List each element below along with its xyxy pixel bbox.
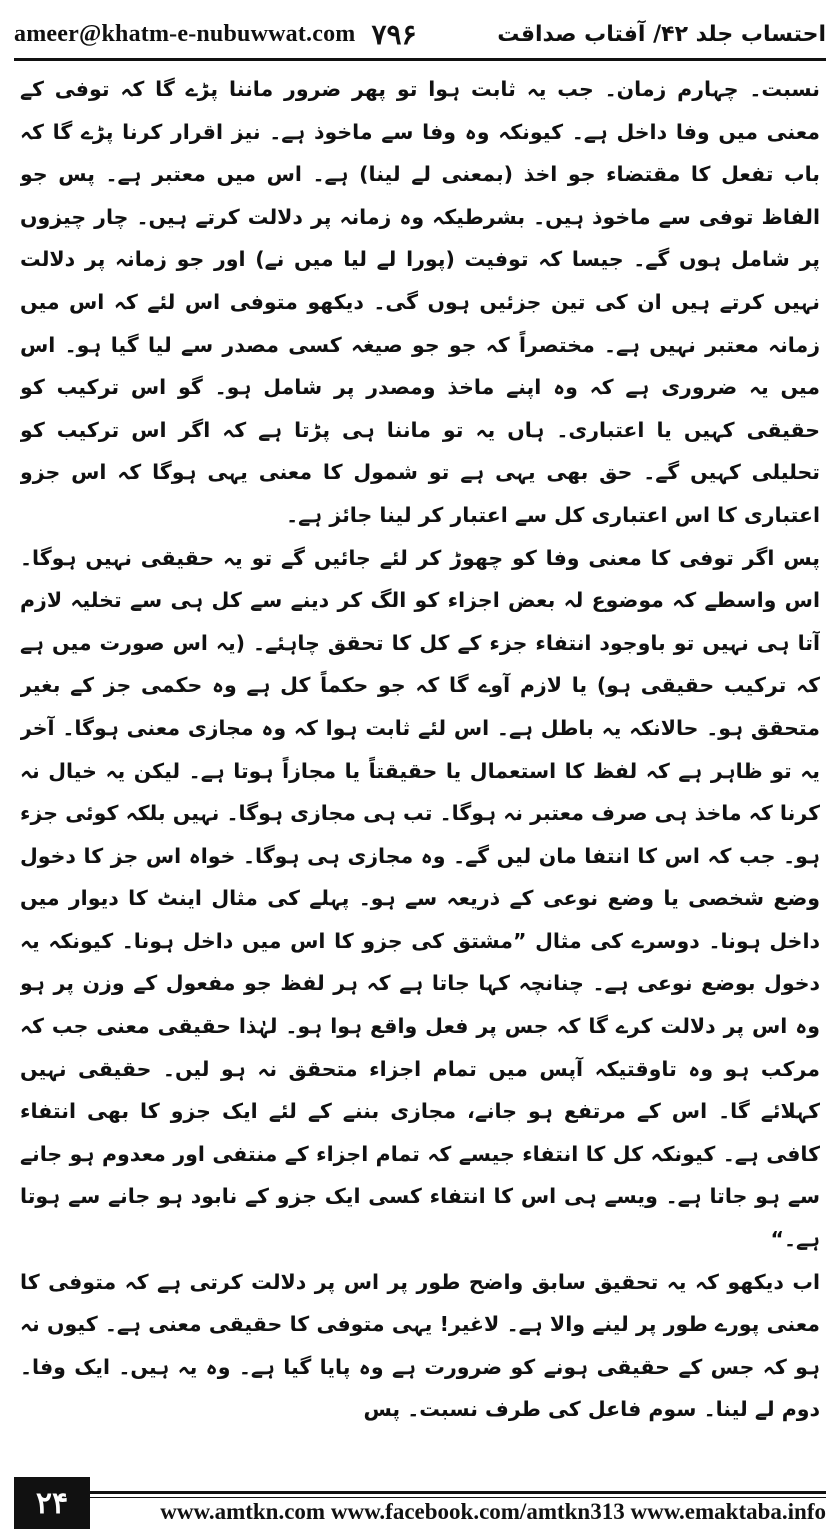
paragraph-1: نسبت۔ چہارم زمان۔ جب یہ ثابت ہوا تو پھر ضرور ماننا پڑے گا کہ توفی کے معنی میں وفا داخل ہے۔ کیونکہ وہ وفا سے ماخوذ ہے۔ نیز اقرار کرنا پڑے گا کہ باب تفعل کا مقتضاء جو اخذ (بمعنی لے لینا) ہے۔ اس میں معتبر ہے۔ پس جو الفاظ توفی سے ماخوذ ہیں۔ بشرطیکہ وہ زمانہ پر دلالت کرتے ہیں۔ چار چیزوں پر شامل ہوں گے۔ جیسا کہ توفیت (پورا لے لیا میں نے) اور جو زمانہ پر دلالت نہیں کرتے ہیں ان کی تین جزئیں ہوں گی۔ دیکھو متوفی اس لئے کہ اس میں زمانہ معتبر نہیں ہے۔ مختصراً کہ جو جو صیغہ کسی مصدر سے لیا گیا ہو۔ اس میں یہ ضروری ہے کہ وہ اپنے ماخذ ومصدر پر شامل ہو۔ گو اس ترکیب کو حقیقی کہیں یا اعتباری۔ ہاں یہ تو ماننا ہی پڑتا ہے کہ اگر اس ترکیب کو تحلیلی کہیں گے۔ حق بھی یہی ہے تو شمول کا معنی یہی ہوگا کہ اس جزو اعتباری کا اس اعتباری کل سے اعتبار کر لینا جائز ہے۔ [20,77,820,527]
header-page-number: ۷۹۶ [371,17,417,51]
footer-rule-thick [14,1491,826,1494]
header-email: ameer@khatm-e-nubuwwat.com [14,20,356,47]
header-rule [14,58,826,61]
footer-urls: www.amtkn.com www.facebook.com/amtkn313 www.emaktaba.info [160,1499,826,1524]
page-body-text [20,68,820,1463]
paragraph-2: پس اگر توفی کا معنی وفا کو چھوڑ کر لئے جائیں گے تو یہ حقیقی نہیں ہوگا۔ اس واسطے کہ موضوع لہ بعض اجزاء کو الگ کر دینے سے کل ہی سے تخلیہ لازم آتا ہی نہیں تو باوجود انتفاء جزء کے کل کا تحقق چاہئے۔ (یہ اس صورت میں ہے کہ ترکیب حقیقی ہو) یا لازم آوے گا کہ جو حکماً کل ہے وہ حکمی جز کے بغیر متحقق ہو۔ حالانکہ یہ باطل ہے۔ اس لئے ثابت ہوا کہ وہ مجازی معنی ہوگا۔ آخر یہ تو ظاہر ہے کہ لفظ کا استعمال یا حقیقتاً یا مجازاً ہوتا ہے۔ لیکن یہ خیال نہ کرنا کہ ماخذ ہی صرف معتبر نہ ہوگا۔ تب ہی مجازی ہوگا۔ نہیں بلکہ کوئی جزء ہو۔ جب کہ اس کا انتفا مان لیں گے۔ وہ مجازی ہی ہوگا۔ خواہ اس جز کا دخول وضع شخصی یا وضع نوعی کے ذریعہ سے ہو۔ پہلے کی مثال اینٹ کا دیوار میں داخل ہونا۔ دوسرے کی مثال ”مشتق کی جزو کا اس میں داخل ہونا۔ کیونکہ یہ دخول بوضع نوعی ہے۔ چنانچہ کہا جاتا ہے کہ ہر لفظ جو مفعول کے وزن پر ہو وہ اس پر دلالت کرے گا کہ جس پر فعل واقع ہوا ہو۔ لہٰذا حقیقی معنی جب کہ مرکب ہو وہ تاوقتیکہ آپس میں تمام اجزاء متحقق نہ ہو لیں۔ حقیقی نہیں کہلائے گا۔ اس کے مرتفع ہو جانے، مجازی بننے کے لئے ایک جزو کا بھی انتفاء کافی ہے۔ کیونکہ کل کا انتفاء جیسے کہ تمام اجزاء کے منتفی اور معدوم ہو جانے سے ہو جاتا ہے۔ ویسے ہی اس کا انتفاء کسی ایک جزو کے نابود ہو جانے سے ہوتا ہے۔“ [20,545,820,1252]
footer-rule-thin [14,1497,826,1498]
header-book-title: احتساب جلد ۴۲/ آفتاب صداقت [497,21,826,47]
page-footer [14,1477,826,1529]
header-left-group [14,18,417,51]
paragraph-3: اب دیکھو کہ یہ تحقیق سابق واضح طور پر اس پر دلالت کرتی ہے کہ متوفی کا معنی پورے طور پر لینے والا ہے۔ لاغیر! یہی متوفی کا حقیقی معنی ہے۔ کیوں نہ ہو کہ جس کے حقیقی ہونے کو ضرورت ہے وہ پایا گیا ہے۔ وہ یہ ہیں۔ ایک وفا۔ دوم لے لینا۔ سوم فاعل کی طرف نسبت۔ پس [20,1269,820,1422]
footer-page-number: ۲۴ [14,1477,90,1529]
page-header [14,14,826,54]
